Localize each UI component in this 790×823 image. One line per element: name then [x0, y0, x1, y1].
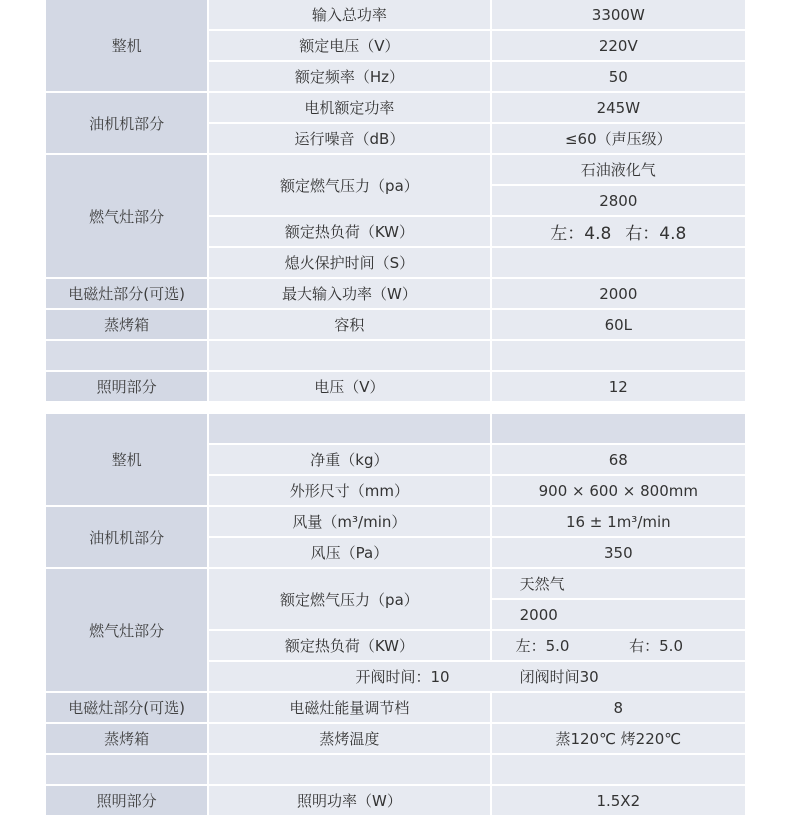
label-heat-load: 额定热负荷（KW）: [209, 631, 489, 660]
label-rated-voltage: 额定电压（V）: [209, 31, 489, 60]
value-lighting-power: 1.5X2: [492, 786, 745, 815]
label-air-pressure: 风压（Pa）: [209, 538, 489, 567]
label-lighting-voltage: 电压（V）: [209, 372, 489, 401]
label-net-weight: 净重（kg）: [209, 445, 489, 474]
group-label-lighting: 照明部分: [46, 372, 207, 401]
label-lighting-power: 照明功率（W）: [209, 786, 489, 815]
value-max-input-power: 2000: [492, 279, 745, 308]
value-heat-load-left: 左：5.0: [515, 637, 570, 655]
label-input-power: 输入总功率: [209, 0, 489, 29]
value-net-weight: 68: [492, 445, 745, 474]
value-noise: ≤60（声压级）: [492, 124, 745, 153]
blank-cell: [46, 341, 207, 370]
value-capacity: 60L: [492, 310, 745, 339]
value-gas-pressure: 2000: [492, 600, 745, 629]
blank-cell: [492, 414, 745, 443]
spec-table-top: [44, 0, 747, 403]
blank-cell: [46, 755, 207, 784]
value-lighting-voltage: 12: [492, 372, 745, 401]
group-label-lighting: 照明部分: [46, 786, 207, 815]
blank-cell: [209, 755, 489, 784]
group-label-hood: 油机机部分: [46, 93, 207, 153]
value-power-levels: 8: [492, 693, 745, 722]
value-dimensions: 900 × 600 × 800mm: [492, 476, 745, 505]
value-air-volume: 16 ± 1m³/min: [492, 507, 745, 536]
group-label-gas-stove: 燃气灶部分: [46, 569, 207, 691]
value-flameout-protection: [492, 248, 745, 277]
label-power-levels: 电磁灶能量调节档: [209, 693, 489, 722]
value-gas-type: 天然气: [492, 569, 745, 598]
label-max-input-power: 最大输入功率（W）: [209, 279, 489, 308]
label-gas-pressure: 额定燃气压力（pa）: [209, 569, 489, 629]
group-label-steam-oven: 蒸烤箱: [46, 310, 207, 339]
value-steam-temperature: 蒸120℃ 烤220℃: [492, 724, 745, 753]
group-label-whole: 整机: [46, 0, 207, 91]
group-label-gas-stove: 燃气灶部分: [46, 155, 207, 277]
label-noise: 运行噪音（dB）: [209, 124, 489, 153]
label-dimensions: 外形尺寸（mm）: [209, 476, 489, 505]
group-label-whole: 整机: [46, 414, 207, 505]
value-heat-load-right: 右：5.0: [629, 637, 683, 655]
value-rated-frequency: 50: [492, 62, 745, 91]
value-heat-load-left: 左：4.8: [550, 224, 612, 244]
group-label-induction: 电磁灶部分(可选): [46, 693, 207, 722]
group-label-steam-oven: 蒸烤箱: [46, 724, 207, 753]
spec-table-bottom: [44, 412, 747, 817]
label-heat-load: 额定热负荷（KW）: [209, 217, 489, 246]
group-label-induction: 电磁灶部分(可选): [46, 279, 207, 308]
valve-timing: [209, 662, 745, 691]
value-gas-pressure: 2800: [492, 186, 745, 215]
label-capacity: 容积: [209, 310, 489, 339]
blank-cell: [492, 755, 745, 784]
label-flameout-protection: 熄火保护时间（S）: [209, 248, 489, 277]
blank-cell: [492, 341, 745, 370]
value-air-pressure: 350: [492, 538, 745, 567]
value-rated-voltage: 220V: [492, 31, 745, 60]
valve-close-time: 闭阀时间30: [519, 668, 599, 686]
value-motor-power: 245W: [492, 93, 745, 122]
label-rated-frequency: 额定频率（Hz）: [209, 62, 489, 91]
value-heat-load: [492, 631, 745, 660]
value-heat-load-right: 右：4.8: [625, 224, 687, 244]
label-gas-pressure: 额定燃气压力（pa）: [209, 155, 489, 215]
value-input-power: 3300W: [492, 0, 745, 29]
group-label-hood: 油机机部分: [46, 507, 207, 567]
blank-cell: [209, 341, 489, 370]
value-heat-load: [492, 217, 745, 246]
valve-open-time: 开阀时间：10: [355, 668, 450, 686]
blank-cell: [209, 414, 489, 443]
label-steam-temperature: 蒸烤温度: [209, 724, 489, 753]
label-air-volume: 风量（m³/min）: [209, 507, 489, 536]
label-motor-power: 电机额定功率: [209, 93, 489, 122]
value-gas-type: 石油液化气: [492, 155, 745, 184]
